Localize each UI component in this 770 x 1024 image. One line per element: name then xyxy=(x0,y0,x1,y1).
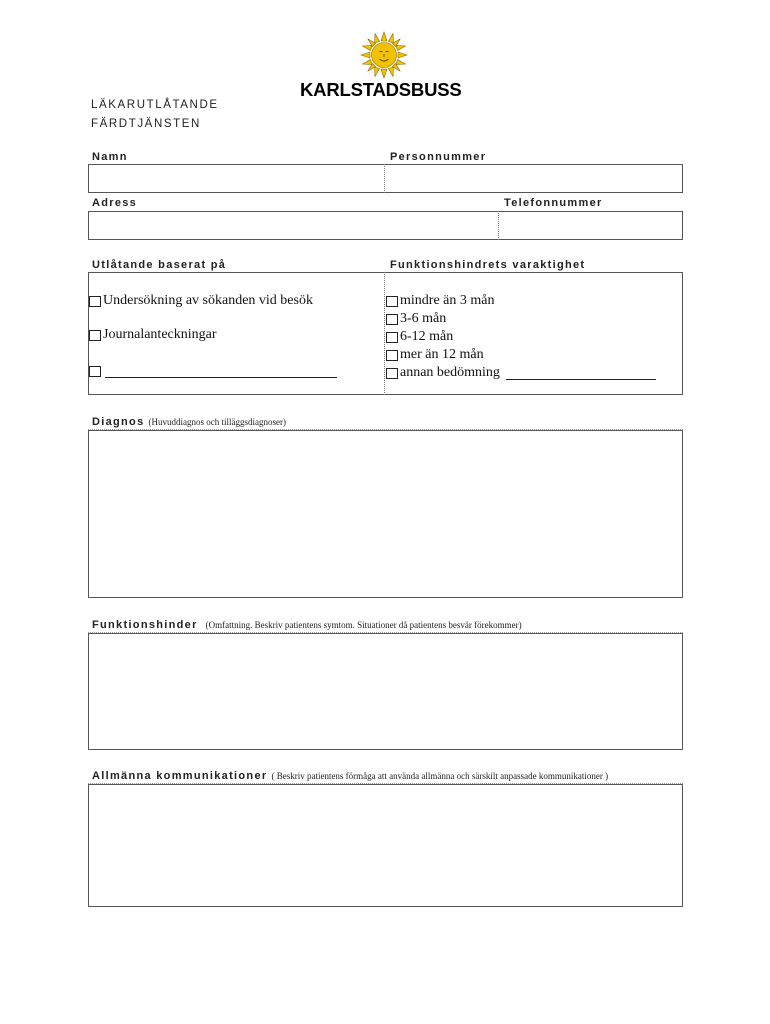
duration-option-annan[interactable] xyxy=(386,364,656,382)
duration-option-gt12[interactable] xyxy=(386,346,484,364)
adress-field[interactable] xyxy=(89,212,497,239)
checkbox[interactable] xyxy=(89,296,101,307)
basis-option-journal[interactable] xyxy=(89,326,217,344)
funktionshinder-note: (Omfattning. Beskriv patientens symtom. Situationer då patientens besvär förekommer) xyxy=(205,620,522,630)
checkbox[interactable] xyxy=(386,368,398,379)
diagnos-label: Diagnos xyxy=(92,416,145,428)
sun-logo-icon xyxy=(360,31,408,79)
field-divider xyxy=(384,164,385,193)
duration-option-label: mer än 12 mån xyxy=(400,347,484,362)
annan-text-line[interactable] xyxy=(506,367,656,380)
duration-option-label: 3-6 mån xyxy=(400,311,447,326)
checkbox[interactable] xyxy=(89,366,101,377)
basis-option-other[interactable] xyxy=(89,362,337,380)
document-title-line2: FÄRDTJÄNSTEN xyxy=(91,118,201,130)
document-title-line1: LÄKARUTLÅTANDE xyxy=(91,99,219,111)
namn-label: Namn xyxy=(92,151,128,163)
checkbox[interactable] xyxy=(386,332,398,343)
duration-option-3-6[interactable] xyxy=(386,310,446,328)
diagnos-note: (Huvuddiagnos och tilläggsdiagnoser) xyxy=(148,417,286,427)
diagnos-heading xyxy=(92,416,286,428)
telefonnummer-field[interactable] xyxy=(500,212,682,239)
basis-option-besok[interactable] xyxy=(89,292,313,310)
brand-name: KARLSTADSBUSS xyxy=(300,79,462,100)
funktionshinder-heading xyxy=(92,619,522,631)
personnummer-field[interactable] xyxy=(386,165,682,192)
field-divider xyxy=(498,211,499,240)
other-text-line[interactable] xyxy=(105,365,337,378)
checkbox[interactable] xyxy=(386,296,398,307)
duration-option-6-12[interactable] xyxy=(386,328,453,346)
adress-label: Adress xyxy=(92,197,138,209)
duration-option-lt3[interactable] xyxy=(386,292,494,310)
namn-field[interactable] xyxy=(89,165,384,192)
diagnos-field[interactable] xyxy=(88,430,683,598)
checkbox[interactable] xyxy=(89,330,101,341)
kommunikationer-heading xyxy=(92,770,608,782)
funktionshinder-field[interactable] xyxy=(88,633,683,750)
box-divider xyxy=(384,272,385,395)
duration-option-label: mindre än 3 mån xyxy=(400,293,495,308)
duration-option-label: 6-12 mån xyxy=(400,329,454,344)
funktionshinder-label: Funktionshinder xyxy=(92,619,198,631)
basis-option-label: Undersökning av sökanden vid besök xyxy=(103,293,313,308)
checkbox[interactable] xyxy=(386,314,398,325)
duration-option-label: annan bedömning xyxy=(400,365,500,380)
basis-label: Utlåtande baserat på xyxy=(92,259,227,271)
telefonnummer-label: Telefonnummer xyxy=(504,197,603,209)
basis-option-label: Journalanteckningar xyxy=(103,327,217,342)
duration-label: Funktionshindrets varaktighet xyxy=(390,259,586,271)
checkbox[interactable] xyxy=(386,350,398,361)
kommunikationer-label: Allmänna kommunikationer xyxy=(92,770,268,782)
kommunikationer-note: ( Beskriv patientens förmåga att använda allmänna och särskilt anpassade kommunikationer ) xyxy=(271,771,609,781)
kommunikationer-field[interactable] xyxy=(88,784,683,907)
personnummer-label: Personnummer xyxy=(390,151,487,163)
